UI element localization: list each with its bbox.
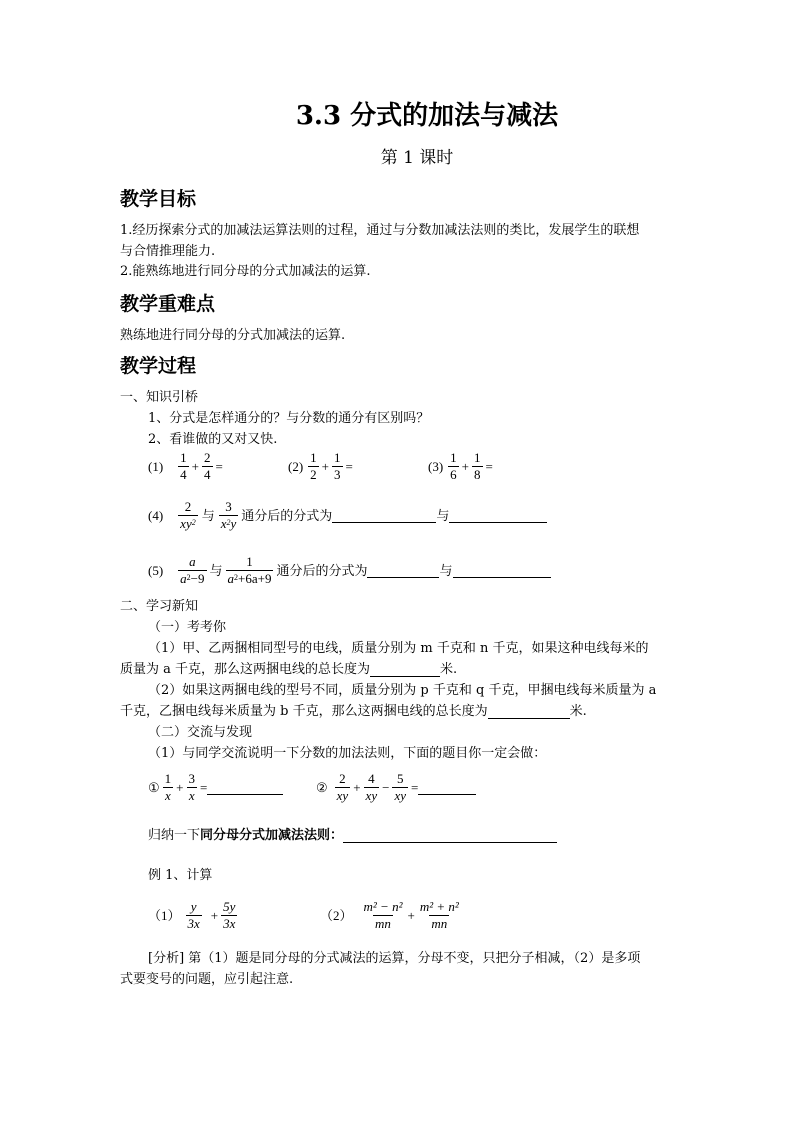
fraction-1-3: $\frac{1}{3}$ [334, 450, 341, 483]
rule-summary: 归纳一下 同分母分式加减法法则： [148, 828, 557, 844]
exercise-3: (3) $\frac{1}{6}$ + $\frac{1}{8}$ = [428, 450, 493, 483]
answer-blank-5b[interactable] [453, 564, 551, 578]
exercise-4: (4) $\frac{2}{xy^2}$ 与 $\frac{3}{x^2y}$ 通分后的分式为 与 [148, 500, 547, 532]
fraction-m2-n2-mn: $\frac{\text{m² − n²}}{mn}$ [363, 899, 403, 932]
exercise-1-label: (1) [148, 458, 164, 474]
fraction-2-xy: $\frac{2}{xy}$ [336, 771, 349, 804]
answer-blank-length-1[interactable] [370, 663, 440, 677]
answer-blank-4b[interactable] [449, 509, 547, 523]
answer-blank-circle-1[interactable] [207, 781, 283, 795]
exercise-1: (1) $\frac{1}{4}$ + $\frac{2}{4}$ = [148, 450, 223, 483]
part2-label: 二、学习新知 [120, 599, 199, 614]
part2-problem1-line1: （1）甲、乙两捆相同型号的电线，质量分别为 m 千克和 n 千克，如果这种电线每米的 [148, 641, 649, 656]
document-subtitle: 第 1 课时 [380, 148, 454, 168]
document-title: 3.3 分式的加法与减法 [295, 101, 559, 131]
fraction-m2+n2-mn: $\frac{\text{m² + n²}}{mn}$ [419, 899, 459, 932]
exercise-3-label: (3) [428, 458, 444, 474]
exercise-5-label: (5) [148, 562, 164, 578]
fraction-4-xy: $\frac{4}{xy}$ [365, 771, 378, 804]
example-1-part-2: （2） $\frac{\text{m² − n²}}{mn}$ + $\frac{\text{m² + n²}}{mn}$ [320, 899, 459, 932]
part2-sub2: （二）交流与发现 [148, 725, 253, 740]
answer-blank-circle-2[interactable] [418, 781, 476, 795]
fraction-5y-3x: $\frac{5y}{3x}$ [223, 899, 236, 932]
exercise-4-label: (4) [148, 507, 164, 523]
part1-question-1: 1、分式是怎样通分的？与分数的通分有区别吗？ [148, 411, 430, 426]
analysis-line-2: 式要变号的问题，应引起注意. [120, 972, 294, 987]
fraction-a-a2-9: $\frac{a}{a^2-9}$ [180, 554, 205, 587]
part1-label: 一、知识引桥 [120, 390, 199, 405]
fraction-1-6: $\frac{1}{6}$ [450, 450, 457, 483]
goals-heading: 教学目标 [120, 188, 197, 210]
exercise-2-label: (2) [288, 458, 304, 474]
fraction-1-2: $\frac{1}{2}$ [310, 450, 317, 483]
key-points-text: 熟练地进行同分母的分式加减法的运算. [120, 328, 346, 343]
goal-line-2: 与合情推理能力. [120, 244, 216, 259]
answer-blank-5a[interactable] [367, 564, 439, 578]
fraction-1-4: $\frac{1}{4}$ [180, 450, 187, 483]
part2-problem2-line1: （2）如果这两捆电线的型号不同，质量分别为 p 千克和 q 千克，甲捆电线每米质量为 a [148, 683, 657, 698]
part2-problem2-line2: 千克，乙捆电线每米质量为 b 千克，那么这两捆电线的总长度为 米. [120, 704, 587, 719]
analysis-line-1: [分析] 第（1）题是同分母的分式减法的运算，分母不变，只把分子相减，（2）是多项 [148, 951, 641, 966]
goal-line-1: 1.经历探索分式的加减法运算法则的过程，通过与分数加减法法则的类比，发展学生的联想 [120, 223, 640, 238]
goal-line-3: 2.能熟练地进行同分母的分式加减法的运算. [120, 264, 371, 279]
fraction-3-x2y: $\frac{3}{x^2y}$ [220, 499, 237, 532]
circle-exercise-2: ② $\frac{2}{xy}$ + $\frac{4}{xy}$ − $\frac{5}{xy}$ = [316, 772, 476, 804]
part1-question-2: 2、看谁做的又对又快. [148, 432, 278, 447]
fraction-2-4: $\frac{2}{4}$ [204, 450, 211, 483]
exercise-2: (2) $\frac{1}{2}$ + $\frac{1}{3}$ = [288, 450, 353, 483]
exercise-5: (5) $\frac{a}{a^2-9}$ 与 $\frac{1}{a^2+6a+9}$ 通分后的分式为 与 [148, 555, 551, 587]
fraction-1-8: $\frac{1}{8}$ [474, 450, 481, 483]
key-points-heading: 教学重难点 [120, 293, 216, 315]
part2-sub1: （一）考考你 [148, 620, 227, 635]
part2-problem3: （1）与同学交流说明一下分数的加法法则，下面的题目你一定会做： [148, 746, 547, 761]
fraction-1-x: $\frac{1}{x}$ [164, 771, 172, 804]
fraction-5-xy: $\frac{5}{xy}$ [394, 771, 406, 804]
part2-problem1-line2: 质量为 a 千克，那么这两捆电线的总长度为 米. [120, 662, 458, 677]
fraction-3-x: $\frac{3}{x}$ [188, 771, 195, 804]
rule-summary-bold: 同分母分式加减法法则： [200, 828, 344, 843]
answer-blank-rule[interactable] [343, 829, 557, 843]
answer-blank-4a[interactable] [332, 509, 436, 523]
circle-exercise-1: ① $\frac{1}{x}$ + $\frac{3}{x}$ = [148, 772, 283, 804]
answer-blank-length-2[interactable] [488, 705, 570, 719]
fraction-2-xy2: $\frac{2}{xy^2}$ [180, 499, 196, 532]
process-heading: 教学过程 [120, 355, 197, 377]
fraction-y-3x: $\frac{y}{3x}$ [187, 899, 200, 932]
fraction-1-a2-6a-9: $\frac{1}{a^2+6a+9}$ [227, 554, 272, 587]
example-1-part-1: （1） $\frac{y}{3x}$ + $\frac{5y}{3x}$ [148, 899, 236, 932]
example-1-label: 例 1、计算 [148, 868, 213, 883]
